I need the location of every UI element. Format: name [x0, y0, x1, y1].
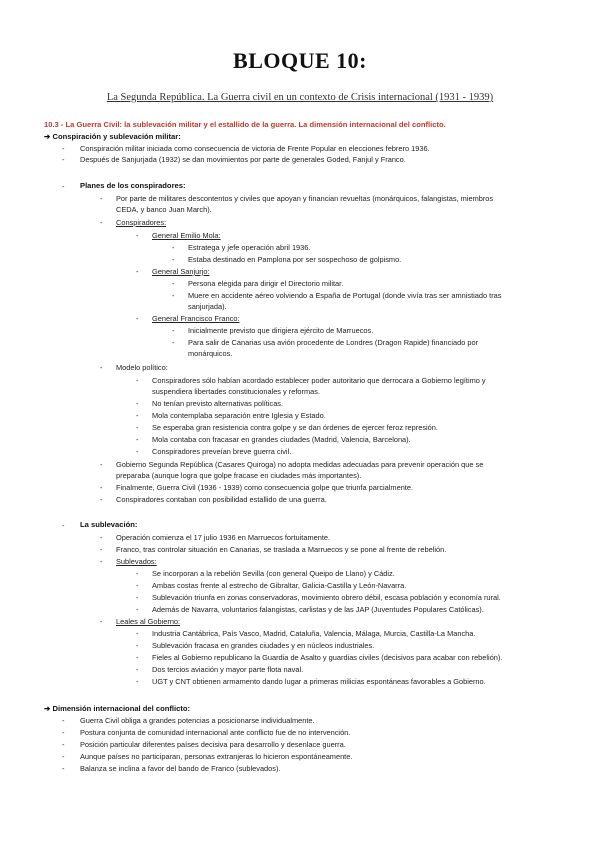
text-line: Sublevación fracasa en grandes ciudades y en núcleos industriales.	[152, 641, 375, 650]
text-line: Inicialmente previsto que dirigiera ejército de Marruecos.	[188, 326, 374, 335]
text-line: Balanza se inclina a favor del bando de Franco (sublevados).	[80, 764, 281, 773]
text-line: Conspiradores contaban con posibilidad estallido de una guerra.	[116, 495, 327, 504]
page-subtitle: La Segunda República. La Guerra civil en un contexto de Crisis internacional (1931 - 1939)	[106, 92, 494, 103]
text-line: Operación comienza el 17 julio 1936 en Marruecos fortuitamente.	[116, 533, 331, 542]
text-line: Se esperaba gran resistencia contra golpe y se dan órdenes de ejercer feroz represión.	[152, 423, 438, 432]
text-line: Estratega y jefe operación abril 1936.	[188, 243, 311, 252]
text-line: Después de Sanjurjada (1932) se dan movimientos por parte de generales Goded, Fanjul y Franco.	[80, 155, 406, 164]
text-line: preparaba (aunque logra que golpe fracase en ciudades más importantes).	[116, 471, 362, 480]
text-line: Guerra Civil obliga a grandes potencias a posicionarse individualmente.	[80, 716, 315, 725]
text-line: Sublevados:	[116, 557, 157, 566]
heading-sublevacion: La sublevación:	[80, 520, 138, 529]
text-line: Muere en accidente aéreo volviendo a España de Portugal (donde vivía tras ser amnistiado tras	[188, 291, 502, 300]
heading-dimension: ➔ Dimensión internacional del conflicto:	[44, 704, 191, 713]
text-line: Posición particular diferentes países decisiva para desarrollo y desenlace guerra.	[80, 740, 346, 749]
text-line: Estaba destinado en Pamplona por ser sospechoso de golpismo.	[188, 255, 402, 264]
page-title: BLOQUE 10:	[233, 48, 367, 73]
text-line: UGT y CNT obtienen armamento dando lugar a primeras milicias espontáneas favorables a Gobierno.	[152, 677, 486, 686]
text-line: Por parte de militares descontentos y civiles que apoyan y financian revueltas (monárquicos, falangistas, miembros	[116, 194, 494, 203]
text-line: Dos tercios aviación y mayor parte flota naval.	[152, 665, 304, 674]
text-line: CEDA, y banco Juan March).	[116, 205, 212, 214]
text-line: General Sanjurjo:	[152, 267, 210, 276]
text-line: suspendiera libertades constitucionales y reformas.	[152, 387, 321, 396]
text-line: Persona elegida para dirigir el Directorio militar.	[188, 279, 344, 288]
text-line: Leales al Gobierno:	[116, 617, 181, 626]
text-line: Conspiradores sólo habían acordado establecer poder autoritario que derrocara a Gobierno legítimo y	[152, 376, 486, 385]
text-line: Conspiración militar iniciada como consecuencia de victoria de Frente Popular en elecciones febrero 1936.	[80, 144, 430, 153]
text-line: General Emilio Mola:	[152, 231, 221, 240]
text-line: Fieles al Gobierno republicano la Guardia de Asalto y guardias civiles (decisivos para acabar con rebelión).	[152, 653, 503, 662]
section-heading: 10.3 - La Guerra Civil: la sublevación militar y el estallido de la guerra. La dimensión internacional del conflicto.	[44, 120, 446, 129]
text-line: Además de Navarra, voluntarios falangistas, carlistas y de las JAP (Juventudes Populares Católicas).	[152, 605, 484, 614]
text-line: Sublevación triunfa en zonas conservadoras, movimiento obrero débil, escasa población y economía rural.	[152, 593, 501, 602]
text-line: No tenían previsto alternativas políticas.	[152, 399, 284, 408]
text-line: Industria Cantábrica, País Vasco, Madrid, Cataluña, Valencia, Málaga, Murcia, Castilla-La Mancha.	[152, 629, 476, 638]
text-line: Finalmente, Guerra Civil (1936 - 1939) como consecuencia golpe que triunfa parcialmente.	[116, 483, 414, 492]
text-line: Para salir de Canarias usa avión procedente de Londres (Dragon Rapide) financiado por	[188, 338, 479, 347]
text-line: Conspiradores:	[116, 218, 167, 227]
text-line: Se incorporan a la rebelión Sevilla (con general Queipo de Llano) y Cádiz.	[152, 569, 395, 578]
text-line: Aunque países no participaran, personas extranjeras lo hicieron espontáneamente.	[80, 752, 353, 761]
text-line: Mola contaba con fracasar en grandes ciudades (Madrid, Valencia, Barcelona).	[152, 435, 411, 444]
text-line: Gobierno Segunda República (Casares Quiroga) no adopta medidas adecuadas para prevenir operación que se	[116, 460, 484, 469]
heading-conspiracion: ➔ Conspiración y sublevación militar:	[44, 132, 181, 141]
text-line: Ambas costas frente al estrecho de Gibraltar, Galicia-Castilla y León-Navarra.	[152, 581, 407, 590]
text-line: sanjurjada).	[188, 302, 227, 311]
heading-planes: Planes de los conspiradores:	[80, 181, 186, 190]
text-line: monárquicos.	[188, 349, 233, 358]
text-line: Franco, tras controlar situación en Canarias, se traslada a Marruecos y se pone al frente de rebelión.	[116, 545, 447, 554]
text-line: Conspiradores preveían breve guerra civil.	[152, 447, 292, 456]
text-line: Mola contemplaba separación entre Iglesia y Estado.	[152, 411, 326, 420]
document-page: BLOQUE 10: La Segunda República. La Guerra civil en un contexto de Crisis internacional (1931 - 1939) 10.3 - La Guerra Civil: la sublevación militar y el estallido de la guerra. La dimensión internacional del conflicto. ➔ Conspiración y sublevación militar: - Conspiración militar iniciada como consecuencia de victoria de Frente Popular en elecciones febrero 1936. - Después de Sanjurjada (1932) se dan movimientos por parte de generales Goded, Fanjul y Franco. - Planes de los conspiradores: - Por parte de militares descontentos y civiles que apoyan y financian revueltas (monárquicos, falangistas, miembros CEDA, y banco Juan March). - Conspiradores: - General Emilio Mola: - Estratega y jefe operación abril 1936. - Estaba destinado en Pamplona por ser sospechoso de golpismo. - General Sanjurjo: - Persona elegida para dirigir el Directorio militar. - Muere en accidente aéreo volviendo a España de Portugal (donde vivía tras ser amnistiado tras sanjurjada). - General Francisco Franco: - Inicialmente previsto que dirigiera ejército de Marruecos. - Para salir de Canarias usa avión procedente de Londres (Dragon Rapide) financiado por monárquicos. - Modelo político: - Conspiradores sólo habían acordado establecer poder autoritario que derrocara a Gobierno legítimo y suspendiera libertades constitucionales y reformas. - No tenían previsto alternativas políticas. - Mola contemplaba separación entre Iglesia y Estado. - Se esperaba gran resistencia contra golpe y se dan órdenes de ejercer feroz represión. - Mola contaba con fracasar en grandes ciudades (Madrid, Valencia, Barcelona). - Conspiradores preveían breve guerra civil. - Gobierno Segunda República (Casares Quiroga) no adopta medidas adecuadas para prevenir operación que se preparaba (aunque logra que golpe fracase en ciudades más importantes). - Finalmente, Guerra Civil (1936 - 1939) como consecuencia golpe que triunfa parcialmente. - Conspiradores contaban con posibilidad estallido de una guerra. - La sublevación: - Operación comienza el 17 julio 1936 en Marruecos fortuitamente. - Franco, tras controlar situación en Canarias, se traslada a Marruecos y se pone al frente de rebelión. - Sublevados: - Se incorporan a la rebelión Sevilla (con general Queipo de Llano) y Cádiz. - Ambas costas frente al estrecho de Gibraltar, Galicia-Castilla y León-Navarra. - Sublevación triunfa en zonas conservadoras, movimiento obrero débil, escasa población y economía rural. - Además de Navarra, voluntarios falangistas, carlistas y de las JAP (Juventudes Populares Católicas). - Leales al Gobierno: - Industria Cantábrica, País Vasco, Madrid, Cataluña, Valencia, Málaga, Murcia, Castilla-La Mancha. - Sublevación fracasa en grandes ciudades y en núcleos industriales. - Fieles al Gobierno republicano la Guardia de Asalto y guardias civiles (decisivos para acabar con rebelión). - Dos tercios aviación y mayor parte flota naval. - UGT y CNT obtienen armamento dando lugar a primeras milicias espontáneas favorables a Gobierno. ➔ Dimensión internacional del conflicto: - Guerra Civil obliga a grandes potencias a posicionarse individualmente. - Postura conjunta de comunidad internacional ante conflicto fue de no intervención. - Posición particular diferentes países decisiva para desarrollo y desenlace guerra. - Aunque países no participaran, personas extranjeras lo hicieron espontáneamente. - Balanza se inclina a favor del bando de Franco (sublevados).	[0, 0, 600, 848]
text-line: Postura conjunta de comunidad internacional ante conflicto fue de no intervención.	[80, 728, 351, 737]
text-line: Modelo político:	[116, 363, 168, 372]
text-line: General Francisco Franco:	[152, 314, 240, 323]
